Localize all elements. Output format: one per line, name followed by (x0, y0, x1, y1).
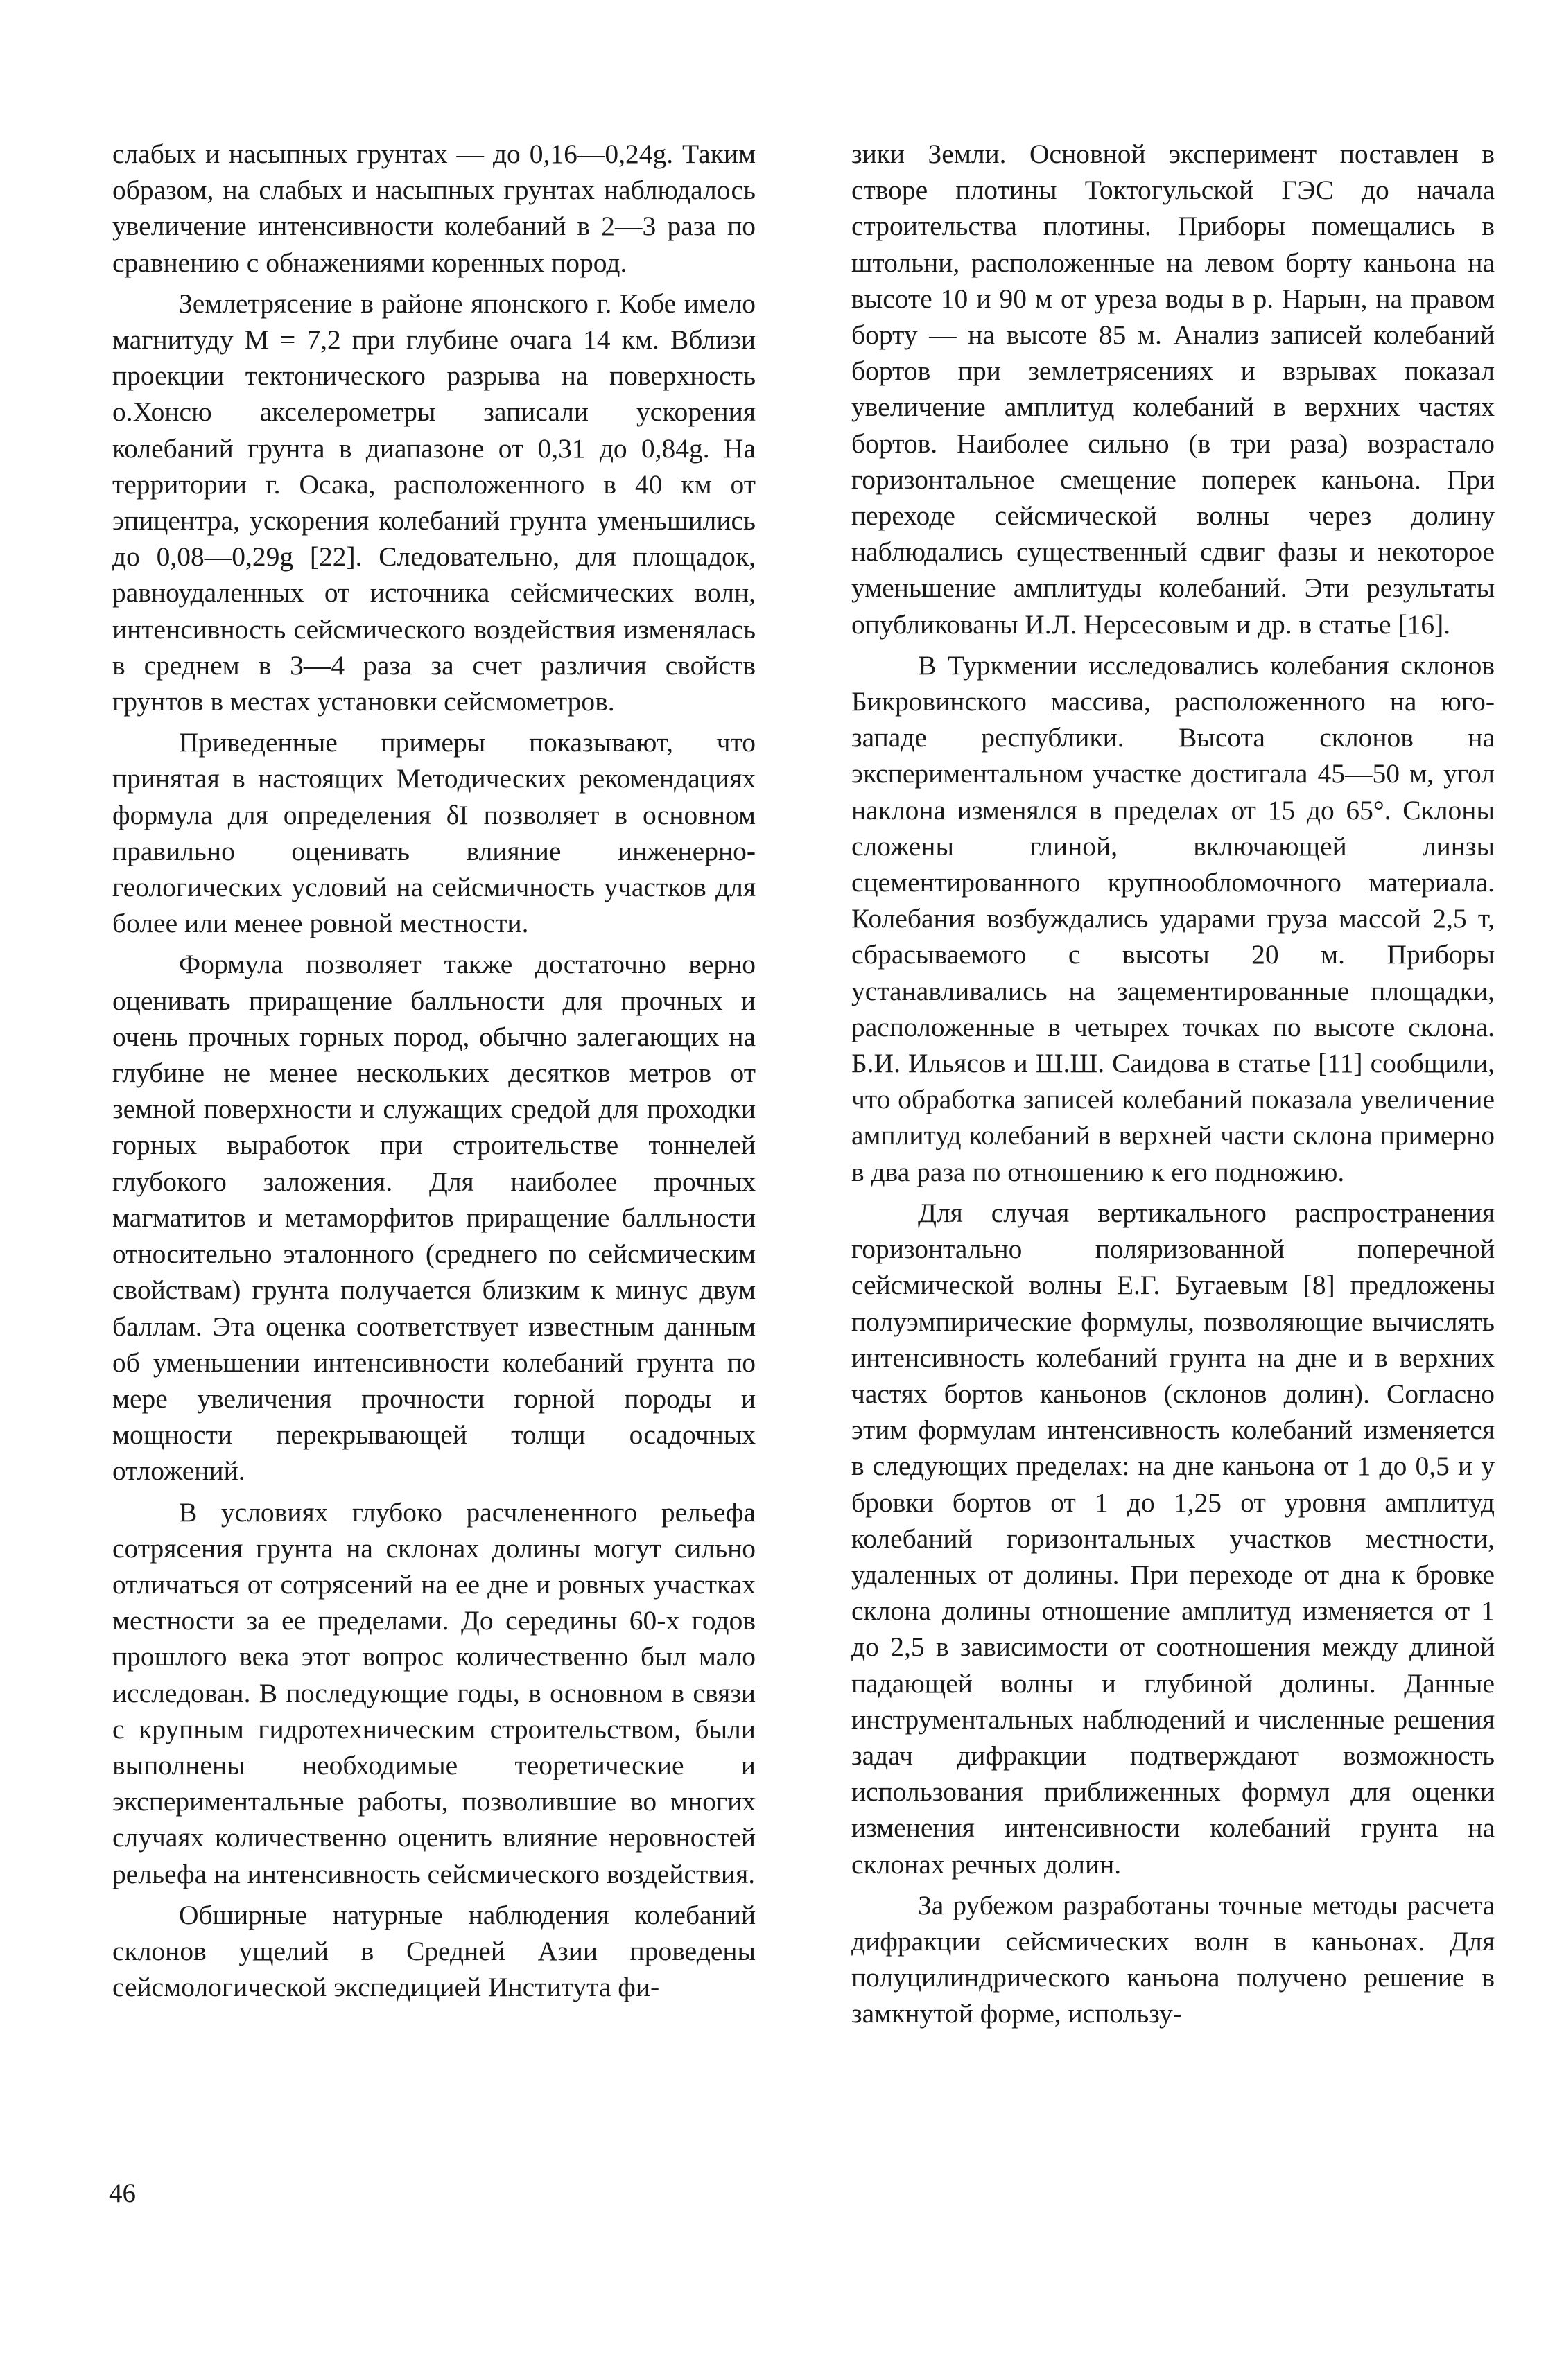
paragraph: В Туркмении исследовались колебания склонов Бикровинского массива, расположенного на юго-западе республики. Высота склонов на экспериментальном участке достигала 45—50 м, угол наклона изменялся в пределах от 15 до 65°. Склоны сложены глиной, включающей линзы сцементированного крупнообломочного материала. Колебания возбуждались ударами груза массой 2,5 т, сбрасываемого с высоты 20 м. Приборы устанавливались на зацементированные площадки, расположенные в четырех точках по высоте склона. Б.И. Ильясов и Ш.Ш. Саидова в статье [11] сообщили, что обработка записей колебаний показала увеличение амплитуд колебаний в верхней части склона примерно в два раза по отношению к его подножию. (851, 649, 1495, 1187)
paragraph: зики Земли. Основной эксперимент поставлен в створе плотины Токтогульской ГЭС до начала строительства плотины. Приборы помещались в штольни, расположенные на левом борту каньона на высоте 10 и 90 м от уреза воды в р. Нарын, на правом борту — на высоте 85 м. Анализ записей колебаний бортов при землетрясениях и взрывах показал увеличение амплитуд колебаний в верхних частях бортов. Наиболее сильно (в три раза) возрастало горизонтальное смещение поперек каньона. При переходе сейсмической волны через долину наблюдались существенный сдвиг фазы и некоторое уменьшение амплитуды колебаний. Эти результаты опубликованы И.Л. Нерсесовым и др. в статье [16]. (851, 139, 1495, 640)
paragraph: Для случая вертикального распространения горизонтально поляризованной поперечной сейсмической волны Е.Г. Бугаевым [8] предложены полуэмпирические формулы, позволяющие вычислять интенсивность колебаний грунта на дне и в верхних частях бортов каньонов (склонов долин). Согласно этим формулам интенсивность колебаний изменяется в следующих пределах: на дне каньона от 1 до 0,5 и у бровки бортов от 1 до 1,25 от уровня амплитуд колебаний горизонтальных участков местности, удаленных от долины. При переходе от дна к бровке склона долины отношение амплитуд изменяется от 1 до 2,5 в зависимости от соотношения между длиной падающей волны и глубиной долины. Данные инструментальных наблюдений и численные решения задач дифракции подтверждают возможность использования приближенных формул для оценки изменения интенсивности колебаний грунта на склонах речных долин. (851, 1197, 1495, 1880)
paragraph: Землетрясение в районе японского г. Кобе имело магнитуду M = 7,2 при глубине очага 14 км. Вблизи проекции тектонического разрыва на поверхность о.Хонсю акселерометры записали ускорения колебаний грунта в диапазоне от 0,31 до 0,84g. На территории г. Осака, расположенного в 40 км от эпицентра, ускорения колебаний грунта уменьшились до 0,08—0,29g [22]. Следовательно, для площадок, равноудаленных от источника сейсмических волн, интенсивность сейсмического воздействия изменялась в среднем в 3—4 раза за счет различия свойств грунтов в местах установки сейсмометров. (112, 288, 756, 717)
paragraph: Обширные натурные наблюдения колебаний склонов ущелий в Средней Азии проведены сейсмологической экспедицией Института фи- (112, 1899, 756, 2003)
paragraph: Формула позволяет также достаточно верно оценивать приращение балльности для прочных и очень прочных горных пород, обычно залегающих на глубине не менее нескольких десятков метров от земной поверхности и служащих средой для проходки горных выработок при строительстве тоннелей глубокого заложения. Для наиболее прочных магматитов и метаморфитов приращение балльности относительно эталонного (среднего по сейсмическим свойствам) грунта получается близким к минус двум баллам. Эта оценка соответствует известным данным об уменьшении интенсивности колебаний грунта по мере увеличения прочности горной породы и мощности перекрывающей толщи осадочных отложений. (112, 949, 756, 1487)
paragraph: За рубежом разработаны точные методы расчета дифракции сейсмических волн в каньонах. Для полуцилиндрического каньона получено решение в замкнутой форме, использу- (851, 1889, 1495, 2029)
paragraph: слабых и насыпных грунтах — до 0,16—0,24g. Таким образом, на слабых и насыпных грунтах наблюдалось увеличение интенсивности колебаний в 2—3 раза по сравнению с обнажениями коренных пород. (112, 139, 756, 278)
left-column (112, 136, 756, 2010)
right-column (851, 136, 1495, 2037)
paragraph: Приведенные примеры показывают, что принятая в настоящих Методических рекомендациях формула для определения δI позволяет в основном правильно оценивать влияние инженерно-геологических условий на сейсмичность участков для более или менее ровной местности. (112, 727, 756, 939)
paragraph: В условиях глубоко расчлененного рельефа сотрясения грунта на склонах долины могут сильно отличаться от сотрясений на ее дне и ровных участках местности за ее пределами. До середины 60-х годов прошлого века этот вопрос количественно был мало исследован. В последующие годы, в основном в связи с крупным гидротехническим строительством, были выполнены необходимые теоретические и экспериментальные работы, позволившие во многих случаях количественно оценить влияние неровностей рельефа на интенсивность сейсмического воздействия. (112, 1496, 756, 1889)
page-number: 46 (109, 2178, 136, 2208)
